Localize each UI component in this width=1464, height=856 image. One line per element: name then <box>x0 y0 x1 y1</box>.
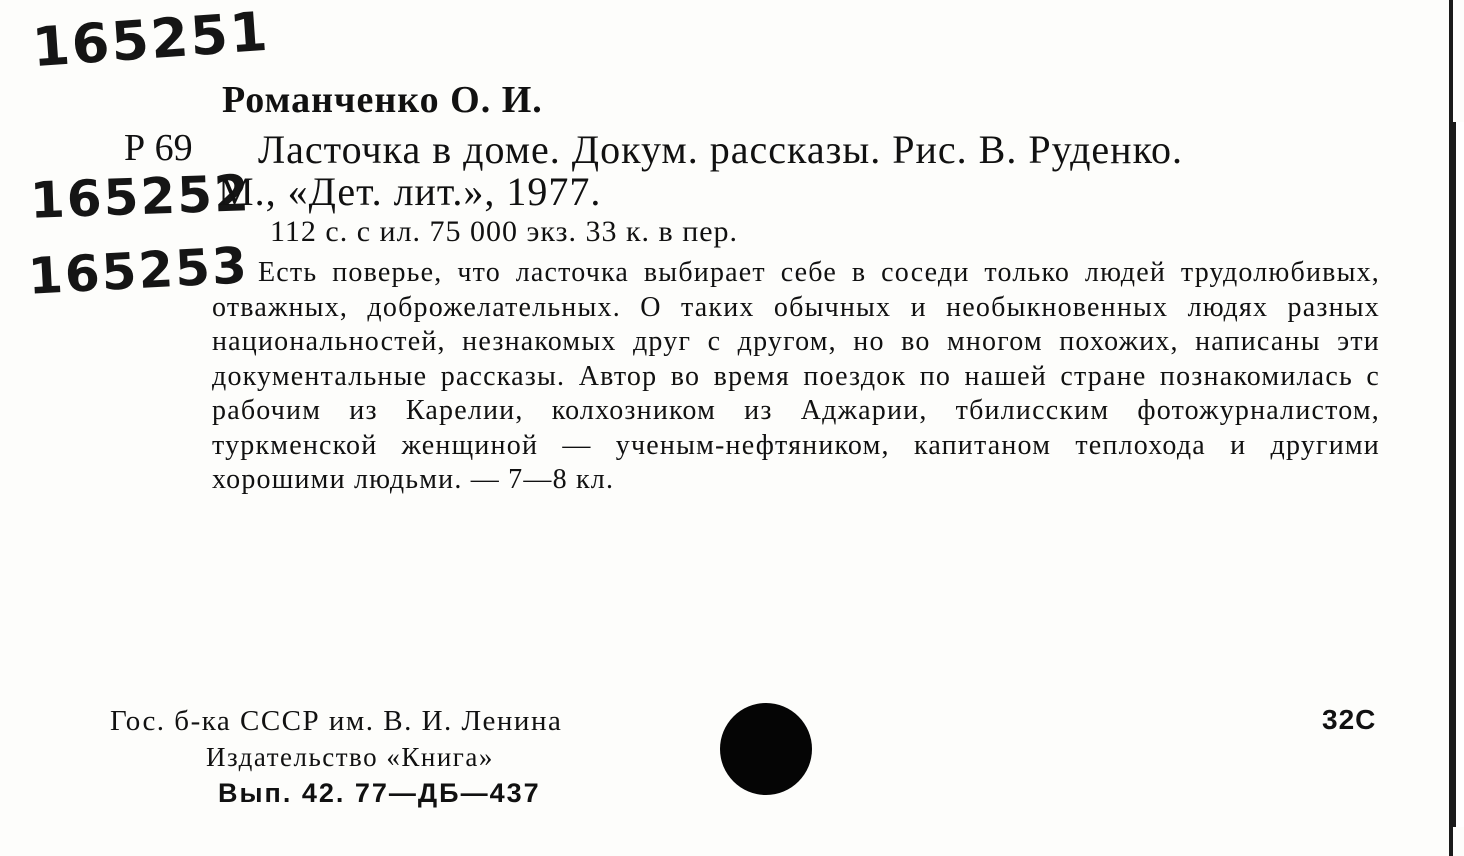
call-number: Р 69 <box>124 127 193 169</box>
punch-hole <box>720 703 812 795</box>
annotation-text: Есть поверье, что ласточка выбирает себе в соседи только людей трудолюбивых, отважных, доброжелательных. О таких обычных и необыкновенных людях разных национальностей, незнакомых друг с другом, но во многом похожих, написаны эти документальные рассказы. Автор во время поездок по нашей стране познакомилась с рабочим из Карелии, колхозником из Аджарии, тбилисским фотожурналистом, туркменской женщиной — ученым-нефтяником, капитаном теплохода и другими хорошими людьми. — 7—8 кл. <box>212 257 1380 495</box>
issue-number: Вып. 42. 77—ДБ—437 <box>218 778 541 808</box>
card-edge-notch <box>1453 122 1464 827</box>
book-title: Ласточка в доме. Докум. рассказы. Рис. В. Руденко. <box>258 127 1183 172</box>
author-heading: Романченко О. И. <box>222 79 543 121</box>
collation: 112 с. с ил. 75 000 экз. 33 к. в пер. <box>270 215 739 248</box>
library-name: Гос. б-ка СССР им. В. И. Ленина <box>110 705 563 737</box>
imprint: М., «Дет. лит.», 1977. <box>218 169 602 214</box>
handwritten-inventory-number: 165252 <box>29 164 252 230</box>
classification-code: 32С <box>1322 704 1377 735</box>
publisher-name: Издательство «Книга» <box>206 742 494 772</box>
handwritten-inventory-number: 165251 <box>30 0 272 80</box>
handwritten-inventory-number: 165253 <box>26 236 251 306</box>
